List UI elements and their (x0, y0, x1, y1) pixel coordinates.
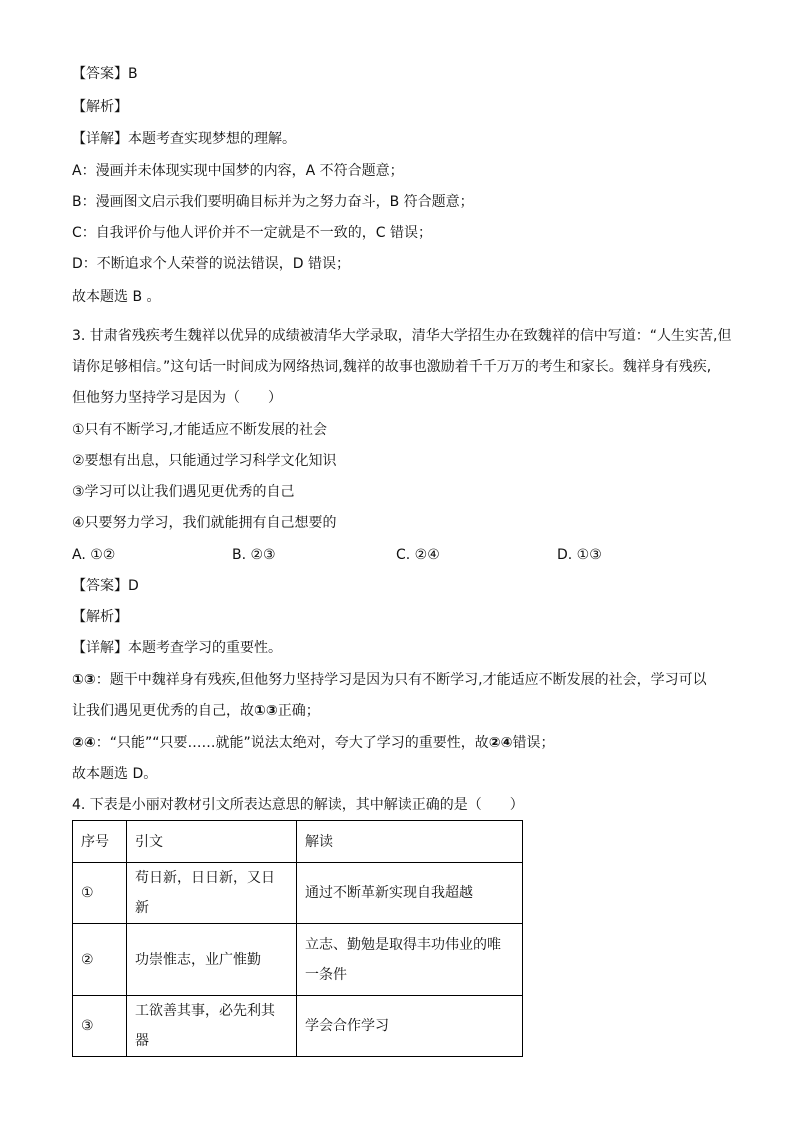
q3-explanation-1-label: ①③ (72, 672, 96, 688)
table-row (73, 863, 523, 924)
q3-statement-2: ②要想有出息，只能通过学习科学文化知识 (72, 453, 337, 469)
q4-stem: 4. 下表是小丽对教材引文所表达意思的解读，其中解读正确的是（ ） (72, 797, 524, 813)
q3-option-a: A. ①② (72, 547, 116, 563)
q3-explanation-1 (72, 670, 707, 690)
q3-explanation-2-bold: ②④ (488, 735, 513, 751)
q3-option-d: D. ①③ (557, 547, 602, 563)
q3-explanation-2-text: ：“只能”“只要……就能”说法太绝对，夸大了学习的重要性，故 (95, 735, 489, 751)
q2-conclusion: 故本题选 B 。 (72, 289, 161, 305)
q3-statement-3: ③学习可以让我们遇见更优秀的自己 (72, 484, 295, 500)
q3-answer: 【答案】D (72, 578, 139, 594)
q4-row-3-quote: 工欲善其事，必先利其器 (127, 996, 297, 1057)
q2-line-d: D：不断追求个人荣誉的说法错误，D 错误； (72, 256, 351, 272)
q4-header-interpretation: 解读 (297, 821, 523, 863)
q3-explanation-1-cont-post: 正确； (277, 703, 320, 719)
q4-row-2-quote: 功崇惟志，业广惟勤 (127, 924, 297, 996)
q3-analysis-heading: 【解析】 (72, 609, 128, 625)
q4-row-1-quote: 苟日新，日日新，又日新 (127, 863, 297, 924)
q2-line-a: A：漫画并未体现实现中国梦的内容，A 不符合题意； (72, 163, 404, 179)
q4-row-2-interpretation: 立志、勤勉是取得丰功伟业的唯一条件 (297, 924, 523, 996)
q2-analysis-heading: 【解析】 (72, 99, 128, 115)
q3-conclusion: 故本题选 D。 (72, 766, 158, 782)
q3-explanation-1-cont-bold: ①③ (254, 703, 278, 719)
q3-stem-line-2: 请你足够相信。”这句话一时间成为网络热词,魏祥的故事也激励着千千万万的考生和家长。魏祥身有残疾, (72, 359, 712, 375)
q3-detail: 【详解】本题考查学习的重要性。 (72, 640, 282, 656)
q3-statement-4: ④只要努力学习，我们就能拥有自己想要的 (72, 515, 337, 531)
q3-option-c: C. ②④ (396, 547, 440, 563)
q4-row-1-interpretation: 通过不断革新实现自我超越 (297, 863, 523, 924)
q3-explanation-2 (72, 733, 554, 753)
q3-statement-1: ①只有不断学习,才能适应不断发展的社会 (72, 422, 327, 438)
q4-row-3-index: ③ (73, 996, 127, 1057)
q3-explanation-2-label: ②④ (72, 735, 96, 751)
q4-row-1-index: ① (73, 863, 127, 924)
q2-detail: 【详解】本题考查实现梦想的理解。 (72, 131, 296, 147)
q3-option-b: B. ②③ (232, 547, 276, 563)
q3-stem-line-3: 但他努力坚持学习是因为（ ） (72, 390, 282, 406)
q3-explanation-1-cont-pre: 让我们遇见更优秀的自己，故 (72, 703, 254, 719)
q3-explanation-2-post: 错误； (512, 735, 555, 751)
q4-table (72, 820, 523, 1057)
q4-header-index: 序号 (73, 821, 127, 863)
q4-row-3-interpretation: 学会合作学习 (297, 996, 523, 1057)
q3-explanation-1-text: ：题干中魏祥身有残疾,但他努力坚持学习是因为只有不断学习,才能适应不断发展的社会，学习可以 (95, 672, 707, 688)
table-row (73, 924, 523, 996)
q4-row-2-index: ② (73, 924, 127, 996)
q2-line-b: B：漫画图文启示我们要明确目标并为之努力奋斗，B 符合题意； (72, 194, 474, 210)
q3-stem-line-1: 3. 甘肃省残疾考生魏祥以优异的成绩被清华大学录取，清华大学招生办在致魏祥的信中写道：“人生实苦,但 (72, 328, 732, 344)
table-row (73, 996, 523, 1057)
q4-table-header-row (73, 821, 523, 863)
q2-line-c: C：自我评价与他人评价并不一定就是不一致的，C 错误； (72, 225, 432, 241)
q4-header-quote: 引文 (127, 821, 297, 863)
q2-answer: 【答案】B (72, 66, 138, 82)
q3-explanation-1-cont (72, 701, 320, 721)
